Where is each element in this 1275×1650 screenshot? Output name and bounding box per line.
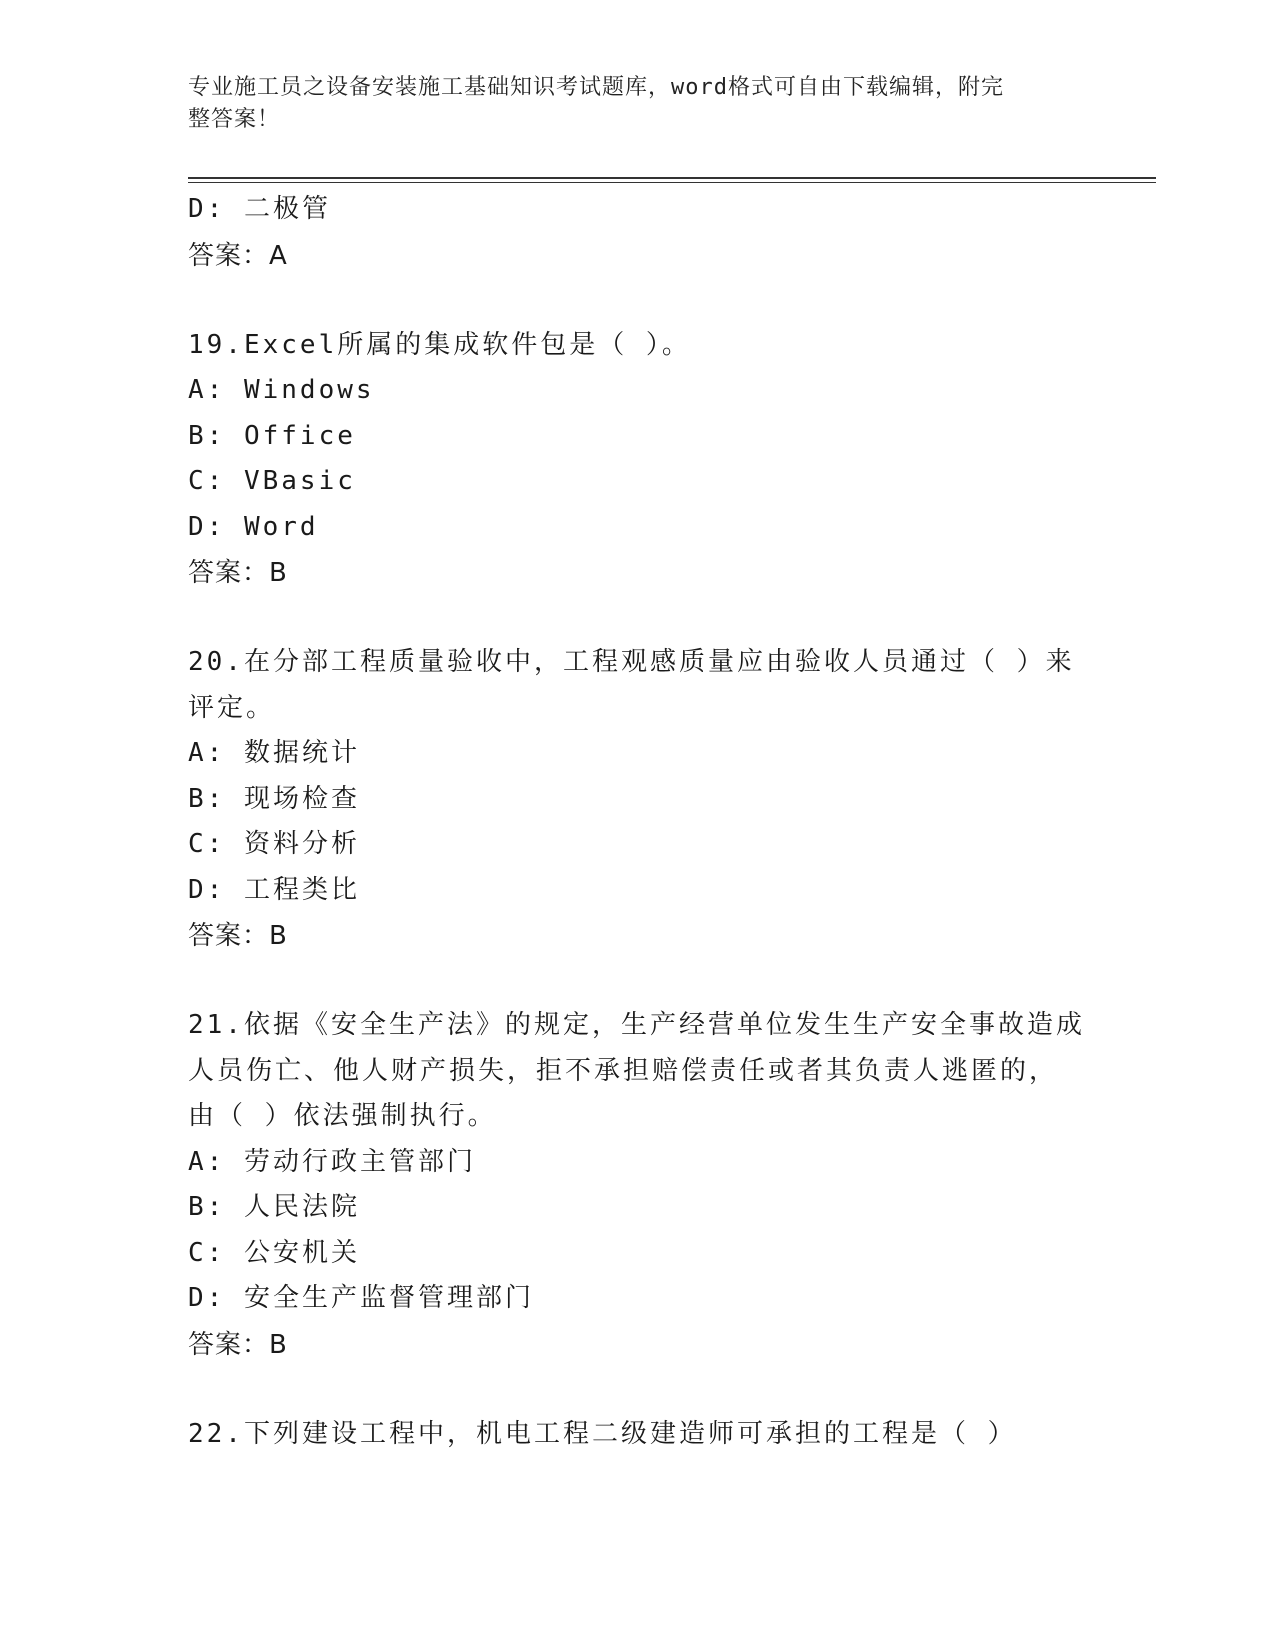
option-c: C: 公安机关 [188, 1237, 360, 1268]
document-body [188, 187, 1088, 1457]
question-text: 21.依据《安全生产法》的规定，生产经营单位发生生产安全事故造成 [188, 1010, 1085, 1040]
document-header [188, 72, 1068, 136]
spacer [188, 596, 1088, 640]
option-c: C: VBasic [188, 466, 356, 496]
question-text: 20.在分部工程质量验收中，工程观感质量应由验收人员通过（ ）来 [188, 647, 1075, 677]
question-19 [188, 323, 1088, 597]
option-b: B: 人民法院 [188, 1192, 360, 1222]
question-text: 人员伤亡、他人财产损失，拒不承担赔偿责任或者其负责人逃匿的， [188, 1055, 1059, 1086]
answer-line: 答案：A [188, 240, 288, 271]
header-rule-thin [188, 182, 1156, 183]
option-d: D: 安全生产监督管理部门 [188, 1283, 534, 1313]
option-b: B: Office [188, 420, 356, 451]
header-line-2: 整答案！ [188, 107, 281, 132]
question-22 [188, 1412, 1088, 1458]
header-line-1: 专业施工员之设备安装施工基础知识考试题库，word格式可自由下载编辑，附完 [188, 75, 1004, 100]
header-rule-thick [188, 177, 1156, 179]
option-c: C: 资料分析 [188, 829, 360, 859]
answer-line: 答案：B [188, 558, 288, 588]
question-20 [188, 640, 1088, 959]
question-text: 22.下列建设工程中，机电工程二级建造师可承担的工程是（ ） [188, 1418, 1017, 1449]
question-text: 评定。 [188, 692, 276, 723]
question-text: 19.Excel所属的集成软件包是（ ）。 [188, 329, 691, 360]
option-a: A: Windows [188, 375, 375, 405]
option-a: A: 数据统计 [188, 738, 360, 768]
answer-line: 答案：B [188, 1329, 288, 1360]
option-d: D: 二极管 [188, 194, 331, 224]
answer-line: 答案：B [188, 921, 288, 951]
option-d: D: Word [188, 511, 319, 542]
spacer [188, 279, 1088, 323]
question-text: 由（ ）依法强制执行。 [188, 1101, 497, 1131]
spacer [188, 959, 1088, 1003]
question-21 [188, 1003, 1088, 1368]
spacer [188, 1368, 1088, 1412]
option-a: A: 劳动行政主管部门 [188, 1146, 476, 1177]
option-d: D: 工程类比 [188, 874, 360, 905]
option-b: B: 现场检查 [188, 783, 360, 814]
